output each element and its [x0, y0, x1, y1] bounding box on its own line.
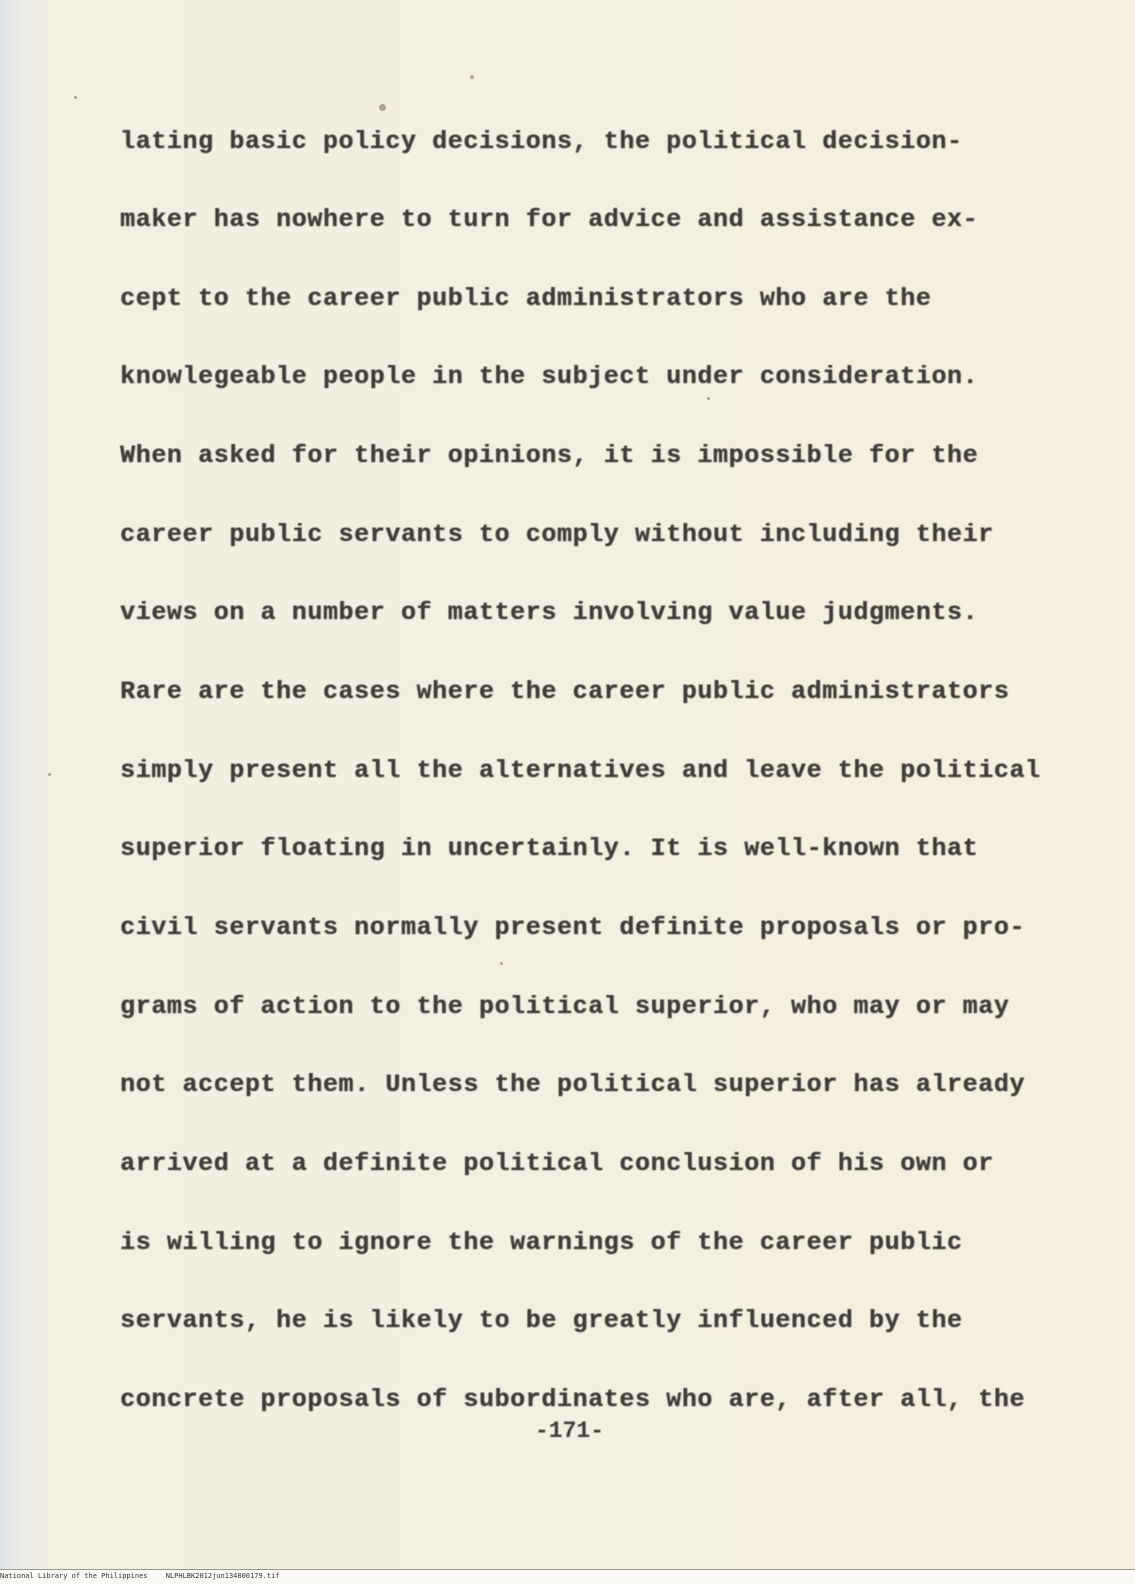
- footer-file-name: NLPHLBK2012jun134800179.tif: [165, 1572, 280, 1580]
- ink-speck: [470, 75, 474, 79]
- text-line-10: superior floating in uncertainly. It is well-known that: [120, 834, 979, 863]
- ink-speck: [74, 96, 77, 99]
- page-number: -171-: [535, 1418, 605, 1444]
- text-line-16: servants, he is likely to be greatly influenced by the: [120, 1306, 963, 1335]
- text-line-8: Rare are the cases where the career public administrators: [120, 677, 1010, 706]
- ink-speck: [48, 773, 51, 776]
- ink-speck: [707, 397, 710, 400]
- text-line-17: concrete proposals of subordinates who are, after all, the: [120, 1385, 1025, 1414]
- scan-footer: [0, 1569, 1135, 1584]
- text-line-9: simply present all the alternatives and leave the political: [120, 756, 1041, 785]
- text-line-7: views on a number of matters involving value judgments.: [120, 598, 979, 627]
- text-line-6: career public servants to comply without including their: [120, 520, 994, 549]
- text-line-1: lating basic policy decisions, the political decision-: [120, 127, 963, 156]
- text-line-15: is willing to ignore the warnings of the career public: [120, 1228, 963, 1257]
- text-line-12: grams of action to the political superior, who may or may: [120, 992, 1010, 1021]
- text-line-4: knowlegeable people in the subject under consideration.: [120, 362, 979, 391]
- text-line-13: not accept them. Unless the political superior has already: [120, 1070, 1025, 1099]
- ink-speck: [379, 104, 386, 111]
- ink-speck: [500, 962, 503, 965]
- text-line-3: cept to the career public administrators who are the: [120, 284, 932, 313]
- text-line-14: arrived at a definite political conclusion of his own or: [120, 1149, 994, 1178]
- text-line-11: civil servants normally present definite proposals or pro-: [120, 913, 1025, 942]
- text-line-5: When asked for their opinions, it is impossible for the: [120, 441, 979, 470]
- text-line-2: maker has nowhere to turn for advice and assistance ex-: [120, 205, 979, 234]
- footer-library: National Library of the Philippines: [0, 1572, 148, 1580]
